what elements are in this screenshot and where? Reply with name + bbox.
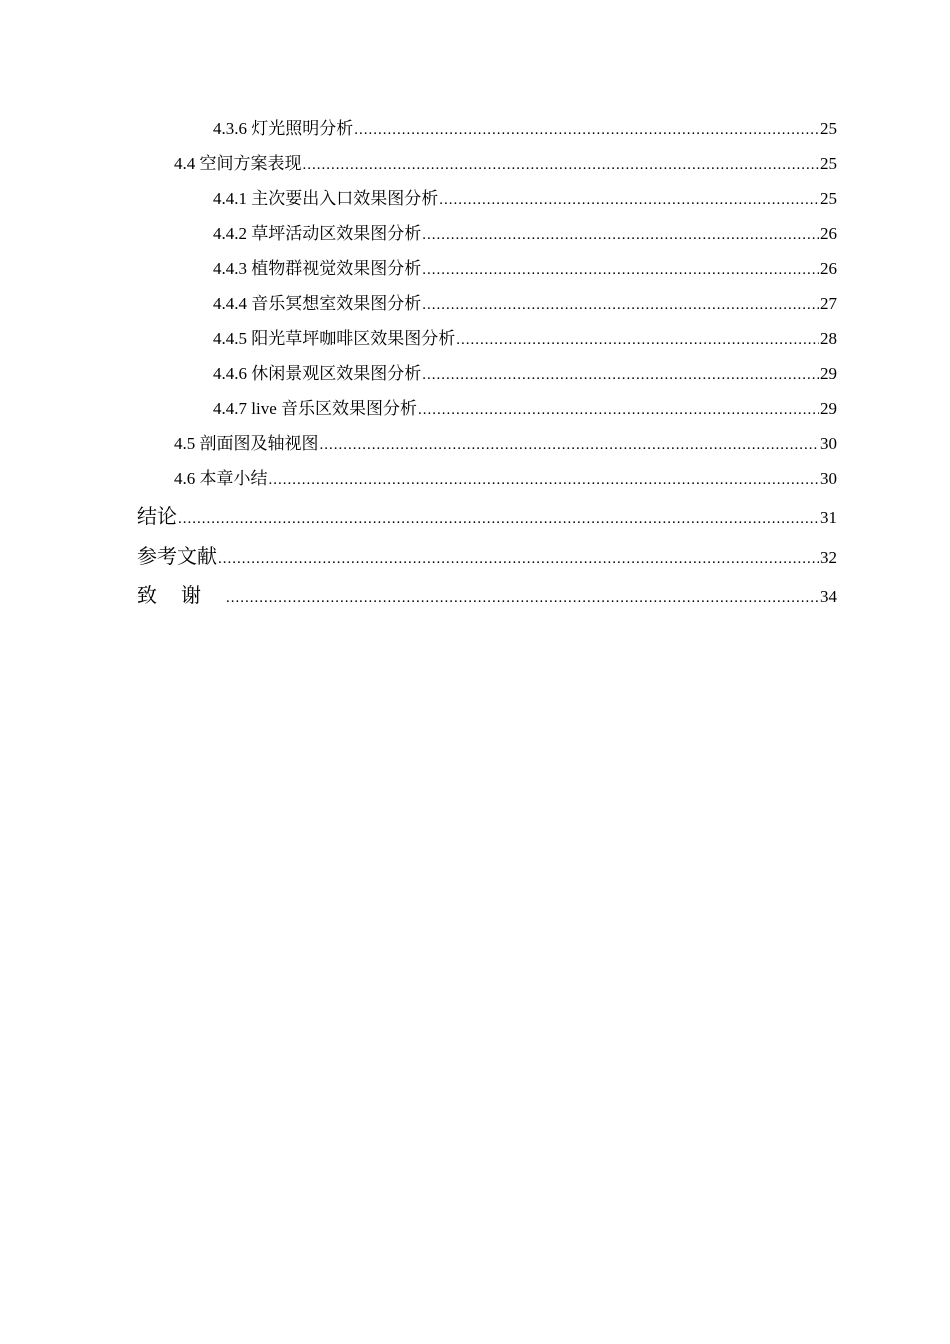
toc-entry-page: 26 — [820, 224, 837, 243]
toc-entry-page: 30 — [820, 434, 837, 453]
toc-entry-4-5[interactable] — [174, 429, 837, 454]
dot-leader — [418, 402, 819, 419]
dot-leader — [422, 297, 819, 314]
toc-entry-page: 28 — [820, 329, 837, 348]
toc-entry-page: 25 — [820, 119, 837, 138]
toc-entry-title: 4.3.6 灯光照明分析 — [213, 119, 354, 138]
dot-leader — [178, 511, 819, 528]
toc-entry-4-4-4[interactable] — [213, 289, 837, 314]
toc-entry-title: 4.4 空间方案表现 — [174, 154, 302, 173]
toc-entry-title: 4.4.3 植物群视觉效果图分析 — [213, 259, 422, 278]
toc-entry-title: 致谢 — [137, 583, 225, 607]
dot-leader — [456, 332, 819, 349]
toc-entry-title: 4.4.1 主次要出入口效果图分析 — [213, 189, 439, 208]
toc-entry-4-6[interactable] — [174, 464, 837, 489]
dot-leader — [226, 590, 819, 607]
toc-entry-title: 4.5 剖面图及轴视图 — [174, 434, 319, 453]
toc-entry-4-4-6[interactable] — [213, 359, 837, 384]
toc-entry-4-4-7[interactable] — [213, 394, 837, 419]
toc-entry-page: 31 — [820, 508, 837, 527]
toc-entry-page: 25 — [820, 154, 837, 173]
dot-leader — [269, 472, 820, 489]
dot-leader — [439, 192, 819, 209]
toc-entry-title: 4.4.4 音乐冥想室效果图分析 — [213, 294, 422, 313]
toc-entry-4-4[interactable] — [174, 149, 837, 174]
toc-entry-4-4-5[interactable] — [213, 324, 837, 349]
toc-entry-page: 30 — [820, 469, 837, 488]
toc-entry-page: 29 — [820, 399, 837, 418]
toc-entry-4-4-1[interactable] — [213, 184, 837, 209]
dot-leader — [218, 551, 819, 568]
toc-entry-page: 27 — [820, 294, 837, 313]
toc-entry-title: 4.4.5 阳光草坪咖啡区效果图分析 — [213, 329, 456, 348]
toc-entry-acknowledgements[interactable] — [137, 579, 837, 608]
toc-entry-4-4-2[interactable] — [213, 219, 837, 244]
dot-leader — [422, 227, 819, 244]
toc-entry-title: 4.4.6 休闲景观区效果图分析 — [213, 364, 422, 383]
toc-entry-title: 4.6 本章小结 — [174, 469, 268, 488]
toc-entry-title: 4.4.2 草坪活动区效果图分析 — [213, 224, 422, 243]
toc-entry-conclusion[interactable] — [137, 500, 837, 529]
toc-entry-4-4-3[interactable] — [213, 254, 837, 279]
dot-leader — [354, 122, 819, 139]
toc-entry-page: 34 — [820, 587, 837, 606]
toc-entry-title: 4.4.7 live 音乐区效果图分析 — [213, 399, 417, 418]
toc-entry-title: 参考文献 — [137, 544, 217, 568]
toc-entry-title: 结论 — [137, 504, 177, 528]
toc-entry-page: 32 — [820, 548, 837, 567]
dot-leader — [422, 262, 819, 279]
dot-leader — [320, 437, 820, 454]
dot-leader — [422, 367, 819, 384]
dot-leader — [303, 157, 820, 174]
toc-entry-references[interactable] — [137, 540, 837, 569]
toc-entry-4-3-6[interactable] — [213, 114, 837, 139]
toc-entry-page: 26 — [820, 259, 837, 278]
toc-entry-page: 25 — [820, 189, 837, 208]
toc-entry-page: 29 — [820, 364, 837, 383]
